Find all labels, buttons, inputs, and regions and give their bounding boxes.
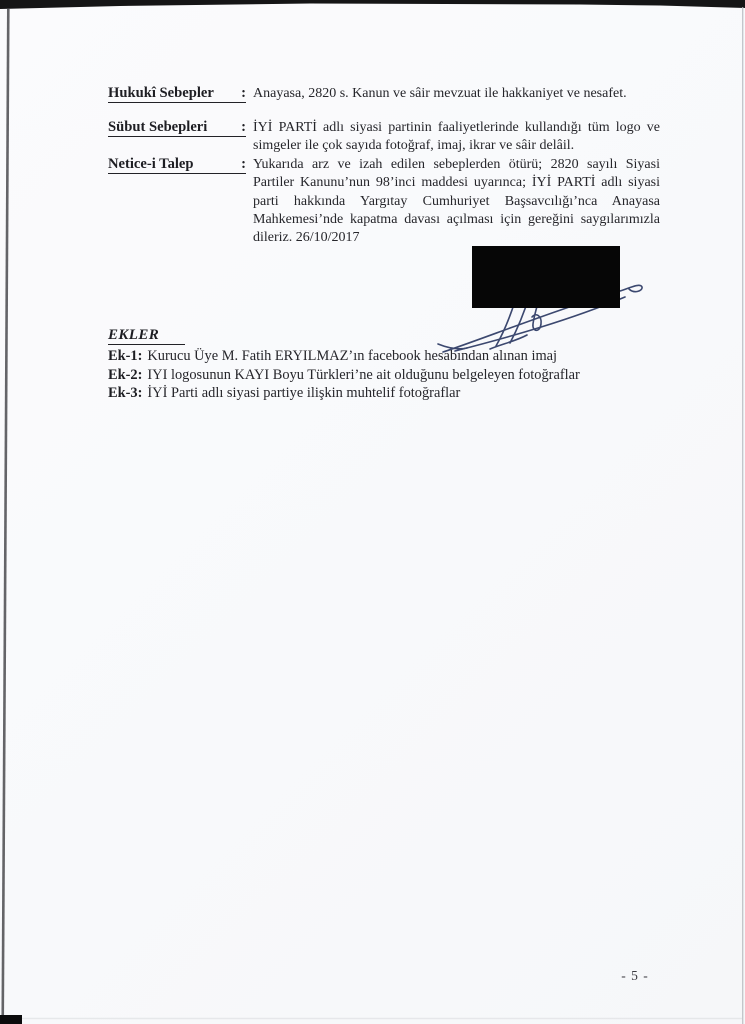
field-body xyxy=(253,156,660,247)
attachment-text: Kurucu Üye M. Fatih ERYILMAZ’ın facebook hesabından alınan imaj xyxy=(147,348,558,365)
field-body-line: Yukarıda arz ve izah edilen sebeplerden ötürü; 2820 sayılı Siyasi xyxy=(253,157,660,172)
field-label-cell xyxy=(108,85,246,103)
field-row-netice-i-talep xyxy=(108,156,668,247)
field-body xyxy=(253,119,660,156)
field-colon: : xyxy=(241,119,246,135)
attachment-text: İYİ Parti adlı siyasi partiye ilişkin muhtelif fotoğraflar xyxy=(147,384,461,401)
attachment-item xyxy=(108,366,668,384)
field-colon: : xyxy=(241,85,246,101)
attachment-prefix: Ek-2: xyxy=(108,366,143,383)
field-body-line: Anayasa, 2820 s. Kanun ve sâir mevzuat ile hakkaniyet ve nesafet. xyxy=(253,86,627,101)
field-colon: : xyxy=(241,156,246,172)
scan-edge-left xyxy=(1,8,9,1024)
attachment-item xyxy=(108,384,668,402)
field-label: Hukukî Sebepler xyxy=(108,85,214,101)
field-body-line: dileriz. 26/10/2017 xyxy=(253,230,360,246)
field-body-line: parti hakkında Yargıtay Cumhuriyet Başsavcılığı’nca Anayasa xyxy=(253,193,660,209)
field-row-hukuki-sebepler xyxy=(108,85,668,103)
attachment-item xyxy=(108,347,668,365)
attachments-section xyxy=(108,326,668,402)
field-label-cell xyxy=(108,119,246,137)
field-body-line: Mahkemesi’nde kapatma davası açılması için gereğini saygılarımızla xyxy=(253,211,660,227)
field-body xyxy=(253,85,660,103)
field-row-subut-sebepleri xyxy=(108,119,668,156)
field-label-cell xyxy=(108,156,246,174)
field-body-line: İYİ PARTİ adlı siyasi partinin faaliyetlerinde kullandığı tüm logo ve xyxy=(253,120,660,135)
attachments-heading: EKLER xyxy=(108,326,185,345)
page-number: - 5 - xyxy=(621,968,649,983)
scan-edge-top xyxy=(0,0,745,9)
field-body-line: simgeler ile çok sayıda fotoğraf, imaj, ikrar ve sâir delâil. xyxy=(253,138,575,154)
attachment-prefix: Ek-3: xyxy=(108,384,143,401)
redaction-box xyxy=(472,246,620,308)
attachment-text: IYI logosunun KAYI Boyu Türkleri’ne ait olduğunu belgeleyen fotoğraflar xyxy=(147,366,580,383)
attachment-prefix: Ek-1: xyxy=(108,348,143,365)
field-label: Netice-i Talep xyxy=(108,156,194,172)
field-label: Sübut Sebepleri xyxy=(108,119,208,135)
field-body-line: Partiler Kanunu’nun 98’inci maddesi uyarınca; İYİ PARTİ adlı siyasi xyxy=(253,175,660,191)
scan-corner-mark xyxy=(0,1015,22,1024)
